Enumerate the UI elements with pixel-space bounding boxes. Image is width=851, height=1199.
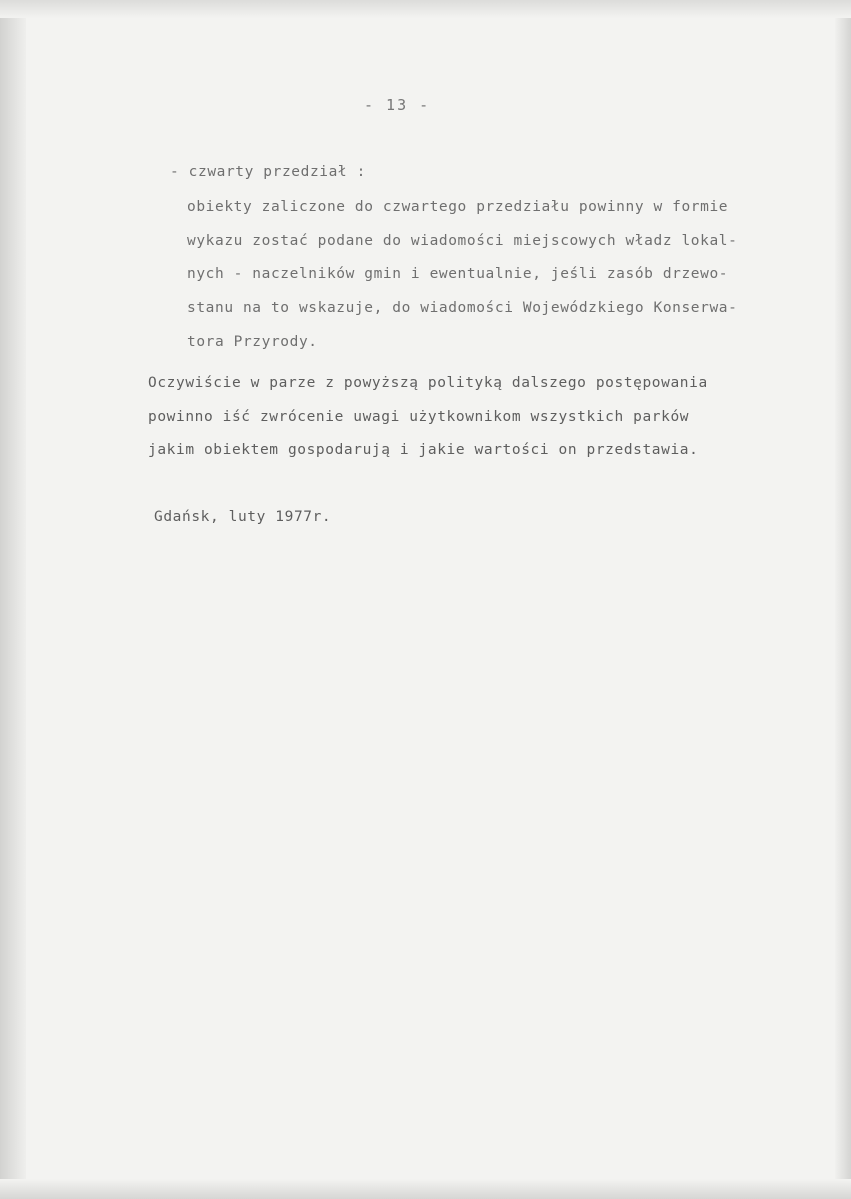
paragraph-line: powinno iść zwrócenie uwagi użytkownikom wszystkich parków: [148, 409, 690, 425]
scan-edge-right: [835, 0, 851, 1199]
section-line: obiekty zaliczone do czwartego przedziału powinny w formie: [187, 199, 729, 215]
page-number: - 13 -: [364, 96, 431, 114]
scan-edge-left: [0, 0, 26, 1199]
paragraph-line: jakim obiektem gospodarują i jakie wartości on przedstawia.: [148, 442, 699, 458]
paragraph-line: Oczywiście w parze z powyższą polityką dalszego postępowania: [148, 375, 708, 391]
scan-edge-top: [0, 0, 851, 18]
section-line: stanu na to wskazuje, do wiadomości Wojewódzkiego Konserwa-: [187, 300, 738, 316]
section-line: nych - naczelników gmin i ewentualnie, jeśli zasób drzewo-: [187, 266, 729, 282]
section-heading: - czwarty przedział :: [170, 164, 366, 180]
scan-edge-bottom: [0, 1179, 851, 1199]
section-line: tora Przyrody.: [187, 334, 318, 350]
section-line: wykazu zostać podane do wiadomości miejscowych władz lokal-: [187, 233, 738, 249]
place-date: Gdańsk, luty 1977r.: [154, 509, 332, 525]
